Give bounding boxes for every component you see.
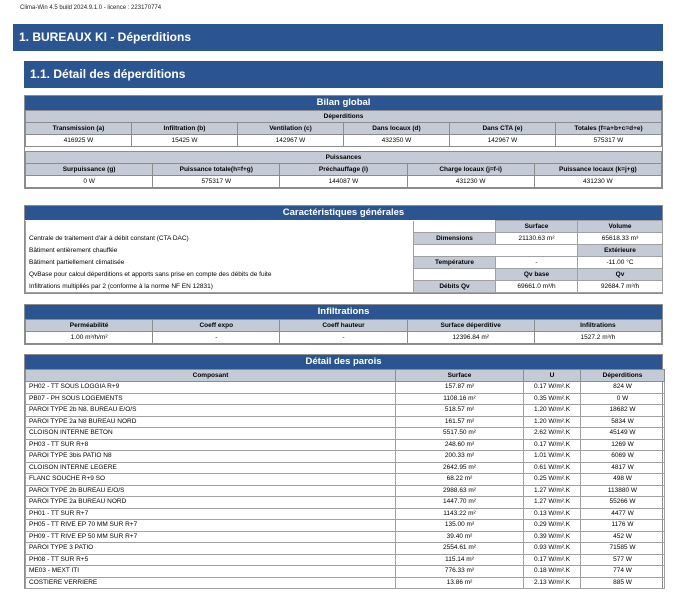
- composant-cell: PAROI TYPE 2b BUREAU E/O/S: [26, 485, 396, 497]
- puissances-header-cell: Puissance locaux (k=j+g): [534, 164, 661, 176]
- puissances-header-row: [26, 164, 662, 176]
- deperditions-header-cell: Totales (f=a+b+c=d+e): [556, 123, 662, 135]
- puissances-table: [25, 151, 662, 188]
- composant-cell: FLANC SOUCHE R+9 SO: [26, 474, 396, 486]
- deperditions-header-cell: Dans CTA (e): [450, 123, 556, 135]
- parois-value-cell: 577 W: [581, 554, 665, 566]
- parois-value-cell: 0.17 W/m².K: [524, 554, 581, 566]
- parois-value-cell: 885 W: [581, 577, 665, 589]
- parois-value-cell: 68.22 m²: [396, 474, 524, 486]
- parois-value-cell: 1.27 W/m².K: [524, 497, 581, 509]
- parois-value-cell: 0 W: [581, 393, 665, 405]
- table-row: [26, 416, 665, 428]
- deperditions-header-cell: Ventilation (c): [238, 123, 344, 135]
- table-row: [26, 439, 665, 451]
- parois-value-cell: 0.35 W/m².K: [524, 393, 581, 405]
- parois-value-cell: 0.25 W/m².K: [524, 474, 581, 486]
- composant-cell: PH05 - TT RIVE EP 70 MM SUR R+7: [26, 520, 396, 532]
- composant-cell: PAROI TYPE 2b N8. BUREAU E/O/S: [26, 405, 396, 417]
- composant-cell: CLOISON INTERNE LEGERE: [26, 462, 396, 474]
- parois-header-row: [26, 370, 665, 382]
- parois-header-cell: Surface: [396, 370, 524, 382]
- puissances-header-cell: Préchauffage (i): [280, 164, 407, 176]
- deperditions-value-cell: 142967 W: [238, 135, 344, 147]
- table-row: [26, 451, 665, 463]
- parois-header-cell: Composant: [26, 370, 396, 382]
- parois-value-cell: 6069 W: [581, 451, 665, 463]
- parois-value-cell: 824 W: [581, 382, 665, 394]
- deperditions-value-row: [26, 135, 662, 147]
- carac-line-5: Infiltrations multipliés par 2 (conforme à la norme NF EN 12831): [26, 281, 414, 293]
- deperditions-value-cell: 432350 W: [344, 135, 450, 147]
- parois-value-cell: 39.40 m²: [396, 531, 524, 543]
- composant-cell: PB07 - PH SOUS LOGEMENTS: [26, 393, 396, 405]
- composant-cell: PAROI TYPE 3 PATIO: [26, 543, 396, 555]
- table-row: [26, 543, 665, 555]
- composant-cell: PAROI TYPE 2a BUREAU NORD: [26, 497, 396, 509]
- carac-line-1: Centrale de traitement d'air à débit constant (CTA DAC): [26, 233, 414, 245]
- table-row: [26, 497, 665, 509]
- col-surface: Surface: [496, 221, 578, 233]
- table-row: [26, 554, 665, 566]
- parois-value-cell: 1.01 W/m².K: [524, 451, 581, 463]
- section-title: 1.1. Détail des déperditions: [24, 61, 663, 88]
- infiltrations-header-cell: Infiltrations: [534, 320, 661, 332]
- page-title: 1. BUREAUX KI - Déperditions: [13, 24, 663, 51]
- dimensions-label: Dimensions: [414, 233, 496, 245]
- infiltrations-value-cell: -: [280, 332, 407, 344]
- parois-value-cell: 4817 W: [581, 462, 665, 474]
- table-row: [26, 393, 665, 405]
- table-row: [26, 405, 665, 417]
- composant-cell: PH03 - TT SUR R+8: [26, 439, 396, 451]
- parois-value-cell: 0.13 W/m².K: [524, 508, 581, 520]
- bilan-global-panel: [24, 95, 663, 189]
- table-row: [26, 382, 665, 394]
- puissances-header-cell: Puissance totale(h=f+g): [153, 164, 280, 176]
- parois-value-cell: 157.87 m²: [396, 382, 524, 394]
- composant-cell: PH08 - TT SUR R+5: [26, 554, 396, 566]
- debits-label: Débits Qv: [414, 281, 496, 293]
- parois-value-cell: 113880 W: [581, 485, 665, 497]
- deperditions-header-row: [26, 123, 662, 135]
- parois-value-cell: 2642.95 m²: [396, 462, 524, 474]
- parois-value-cell: 518.57 m²: [396, 405, 524, 417]
- qv-value: 92684.7 m³/h: [578, 281, 663, 293]
- caracteristiques-panel: [24, 205, 663, 294]
- deperditions-header-cell: Dans locaux (d): [344, 123, 450, 135]
- composant-cell: COSTIERE VERRIERE: [26, 577, 396, 589]
- parois-value-cell: 2988.63 m²: [396, 485, 524, 497]
- parois-header-cell: Déperditions: [581, 370, 665, 382]
- infiltrations-table: [25, 319, 662, 344]
- infiltrations-header-cell: Surface déperditive: [407, 320, 534, 332]
- infiltrations-header-cell: Coeff expo: [153, 320, 280, 332]
- deperditions-value-cell: 416925 W: [26, 135, 132, 147]
- deperditions-header-cell: Infiltration (b): [132, 123, 238, 135]
- composant-cell: PH01 - TT SUR R+7: [26, 508, 396, 520]
- exterieure-label: Extérieure: [578, 245, 663, 257]
- infiltrations-header-cell: Perméabilité: [26, 320, 153, 332]
- parois-value-cell: 776.33 m²: [396, 566, 524, 578]
- parois-value-cell: 200.33 m²: [396, 451, 524, 463]
- caracteristiques-title: Caractéristiques générales: [25, 206, 662, 220]
- parois-table: [25, 369, 665, 589]
- parois-value-cell: 0.17 W/m².K: [524, 439, 581, 451]
- infiltrations-value-row: [26, 332, 662, 344]
- parois-value-cell: 0.18 W/m².K: [524, 566, 581, 578]
- table-row: [26, 474, 665, 486]
- infiltrations-header-row: [26, 320, 662, 332]
- parois-value-cell: 5517.50 m²: [396, 428, 524, 440]
- deperditions-table: [25, 110, 662, 147]
- puissances-value-cell: 431230 W: [534, 176, 661, 188]
- temperature-label: Température: [414, 257, 496, 269]
- parois-value-cell: 1.27 W/m².K: [524, 485, 581, 497]
- parois-title: Détail des parois: [25, 355, 662, 369]
- composant-cell: PH09 - TT RIVE EP 50 MM SUR R+7: [26, 531, 396, 543]
- deperditions-value-cell: 142967 W: [450, 135, 556, 147]
- parois-value-cell: 452 W: [581, 531, 665, 543]
- qvbase-value: 69661.0 m³/h: [496, 281, 578, 293]
- table-row: [26, 520, 665, 532]
- deperditions-header-cell: Transmission (a): [26, 123, 132, 135]
- parois-value-cell: 161.57 m²: [396, 416, 524, 428]
- temperature-value: -11.00 °C: [578, 257, 663, 269]
- parois-value-cell: 4477 W: [581, 508, 665, 520]
- parois-value-cell: 0.29 W/m².K: [524, 520, 581, 532]
- parois-value-cell: 2554.61 m²: [396, 543, 524, 555]
- parois-value-cell: 774 W: [581, 566, 665, 578]
- puissances-header-cell: Surpuissance (g): [26, 164, 153, 176]
- composant-cell: ME03 - MEXT ITI: [26, 566, 396, 578]
- surface-value: 21130.63 m²: [496, 233, 578, 245]
- table-row: [26, 485, 665, 497]
- col-qv: Qv: [578, 269, 663, 281]
- parois-value-cell: 0.17 W/m².K: [524, 382, 581, 394]
- puissances-label: Puissances: [26, 152, 662, 164]
- parois-value-cell: 248.60 m²: [396, 439, 524, 451]
- composant-cell: PH02 - TT SOUS LOGGIA R+9: [26, 382, 396, 394]
- app-header: Clima-Win 4.5 build 2024.9.1.0 - licence : 223170774: [20, 5, 162, 11]
- parois-value-cell: 135.00 m²: [396, 520, 524, 532]
- infiltrations-title: Infiltrations: [25, 305, 662, 319]
- parois-value-cell: 71585 W: [581, 543, 665, 555]
- deperditions-value-cell: 575317 W: [556, 135, 662, 147]
- carac-line-2: Bâtiment entièrement chauffée: [26, 245, 414, 257]
- col-qvbase: Qv base: [496, 269, 578, 281]
- table-row: [26, 577, 665, 589]
- parois-value-cell: 115.14 m²: [396, 554, 524, 566]
- table-row: [26, 462, 665, 474]
- parois-header-cell: U: [524, 370, 581, 382]
- parois-value-cell: 0.39 W/m².K: [524, 531, 581, 543]
- parois-value-cell: 2.13 W/m².K: [524, 577, 581, 589]
- table-row: [26, 508, 665, 520]
- parois-value-cell: 13.86 m²: [396, 577, 524, 589]
- puissances-value-cell: 431230 W: [407, 176, 534, 188]
- volume-value: 65618.33 m³: [578, 233, 663, 245]
- infiltrations-value-cell: 12396.84 m²: [407, 332, 534, 344]
- caracteristiques-table: [25, 220, 663, 293]
- carac-line-3: Bâtiment partiellement climatisée: [26, 257, 414, 269]
- table-row: [26, 566, 665, 578]
- deperditions-value-cell: 15425 W: [132, 135, 238, 147]
- parois-value-cell: 498 W: [581, 474, 665, 486]
- infiltrations-value-cell: 1527.2 m³/h: [534, 332, 661, 344]
- carac-line-4: QvBase pour calcul déperditions et apports sans prise en compte des débits de fuite: [26, 269, 414, 281]
- temperature-left: -: [496, 257, 578, 269]
- puissances-header-cell: Charge locaux (j=f-i): [407, 164, 534, 176]
- parois-value-cell: 2.62 W/m².K: [524, 428, 581, 440]
- table-row: [26, 531, 665, 543]
- parois-value-cell: 1176 W: [581, 520, 665, 532]
- parois-value-cell: 1108.16 m²: [396, 393, 524, 405]
- composant-cell: CLOISON INTERNE BETON: [26, 428, 396, 440]
- composant-cell: PAROI TYPE 3bis PATIO N8: [26, 451, 396, 463]
- parois-value-cell: 45149 W: [581, 428, 665, 440]
- parois-value-cell: 0.61 W/m².K: [524, 462, 581, 474]
- parois-value-cell: 1447.70 m²: [396, 497, 524, 509]
- parois-value-cell: 18682 W: [581, 405, 665, 417]
- puissances-value-cell: 575317 W: [153, 176, 280, 188]
- table-row: [26, 428, 665, 440]
- col-volume: Volume: [578, 221, 663, 233]
- parois-value-cell: 5834 W: [581, 416, 665, 428]
- parois-value-cell: 55266 W: [581, 497, 665, 509]
- parois-value-cell: 1269 W: [581, 439, 665, 451]
- puissances-value-cell: 144087 W: [280, 176, 407, 188]
- infiltrations-header-cell: Coeff hauteur: [280, 320, 407, 332]
- bilan-global-title: Bilan global: [25, 96, 662, 110]
- infiltrations-value-cell: -: [153, 332, 280, 344]
- parois-value-cell: 1.20 W/m².K: [524, 405, 581, 417]
- composant-cell: PAROI TYPE 2a N8 BUREAU NORD: [26, 416, 396, 428]
- infiltrations-value-cell: 1.00 m³/h/m²: [26, 332, 153, 344]
- parois-value-cell: 1143.22 m²: [396, 508, 524, 520]
- puissances-value-row: [26, 176, 662, 188]
- parois-value-cell: 0.93 W/m².K: [524, 543, 581, 555]
- puissances-value-cell: 0 W: [26, 176, 153, 188]
- infiltrations-panel: [24, 304, 663, 345]
- deperditions-label: Déperditions: [26, 111, 662, 123]
- parois-value-cell: 1.20 W/m².K: [524, 416, 581, 428]
- parois-panel: [24, 354, 663, 589]
